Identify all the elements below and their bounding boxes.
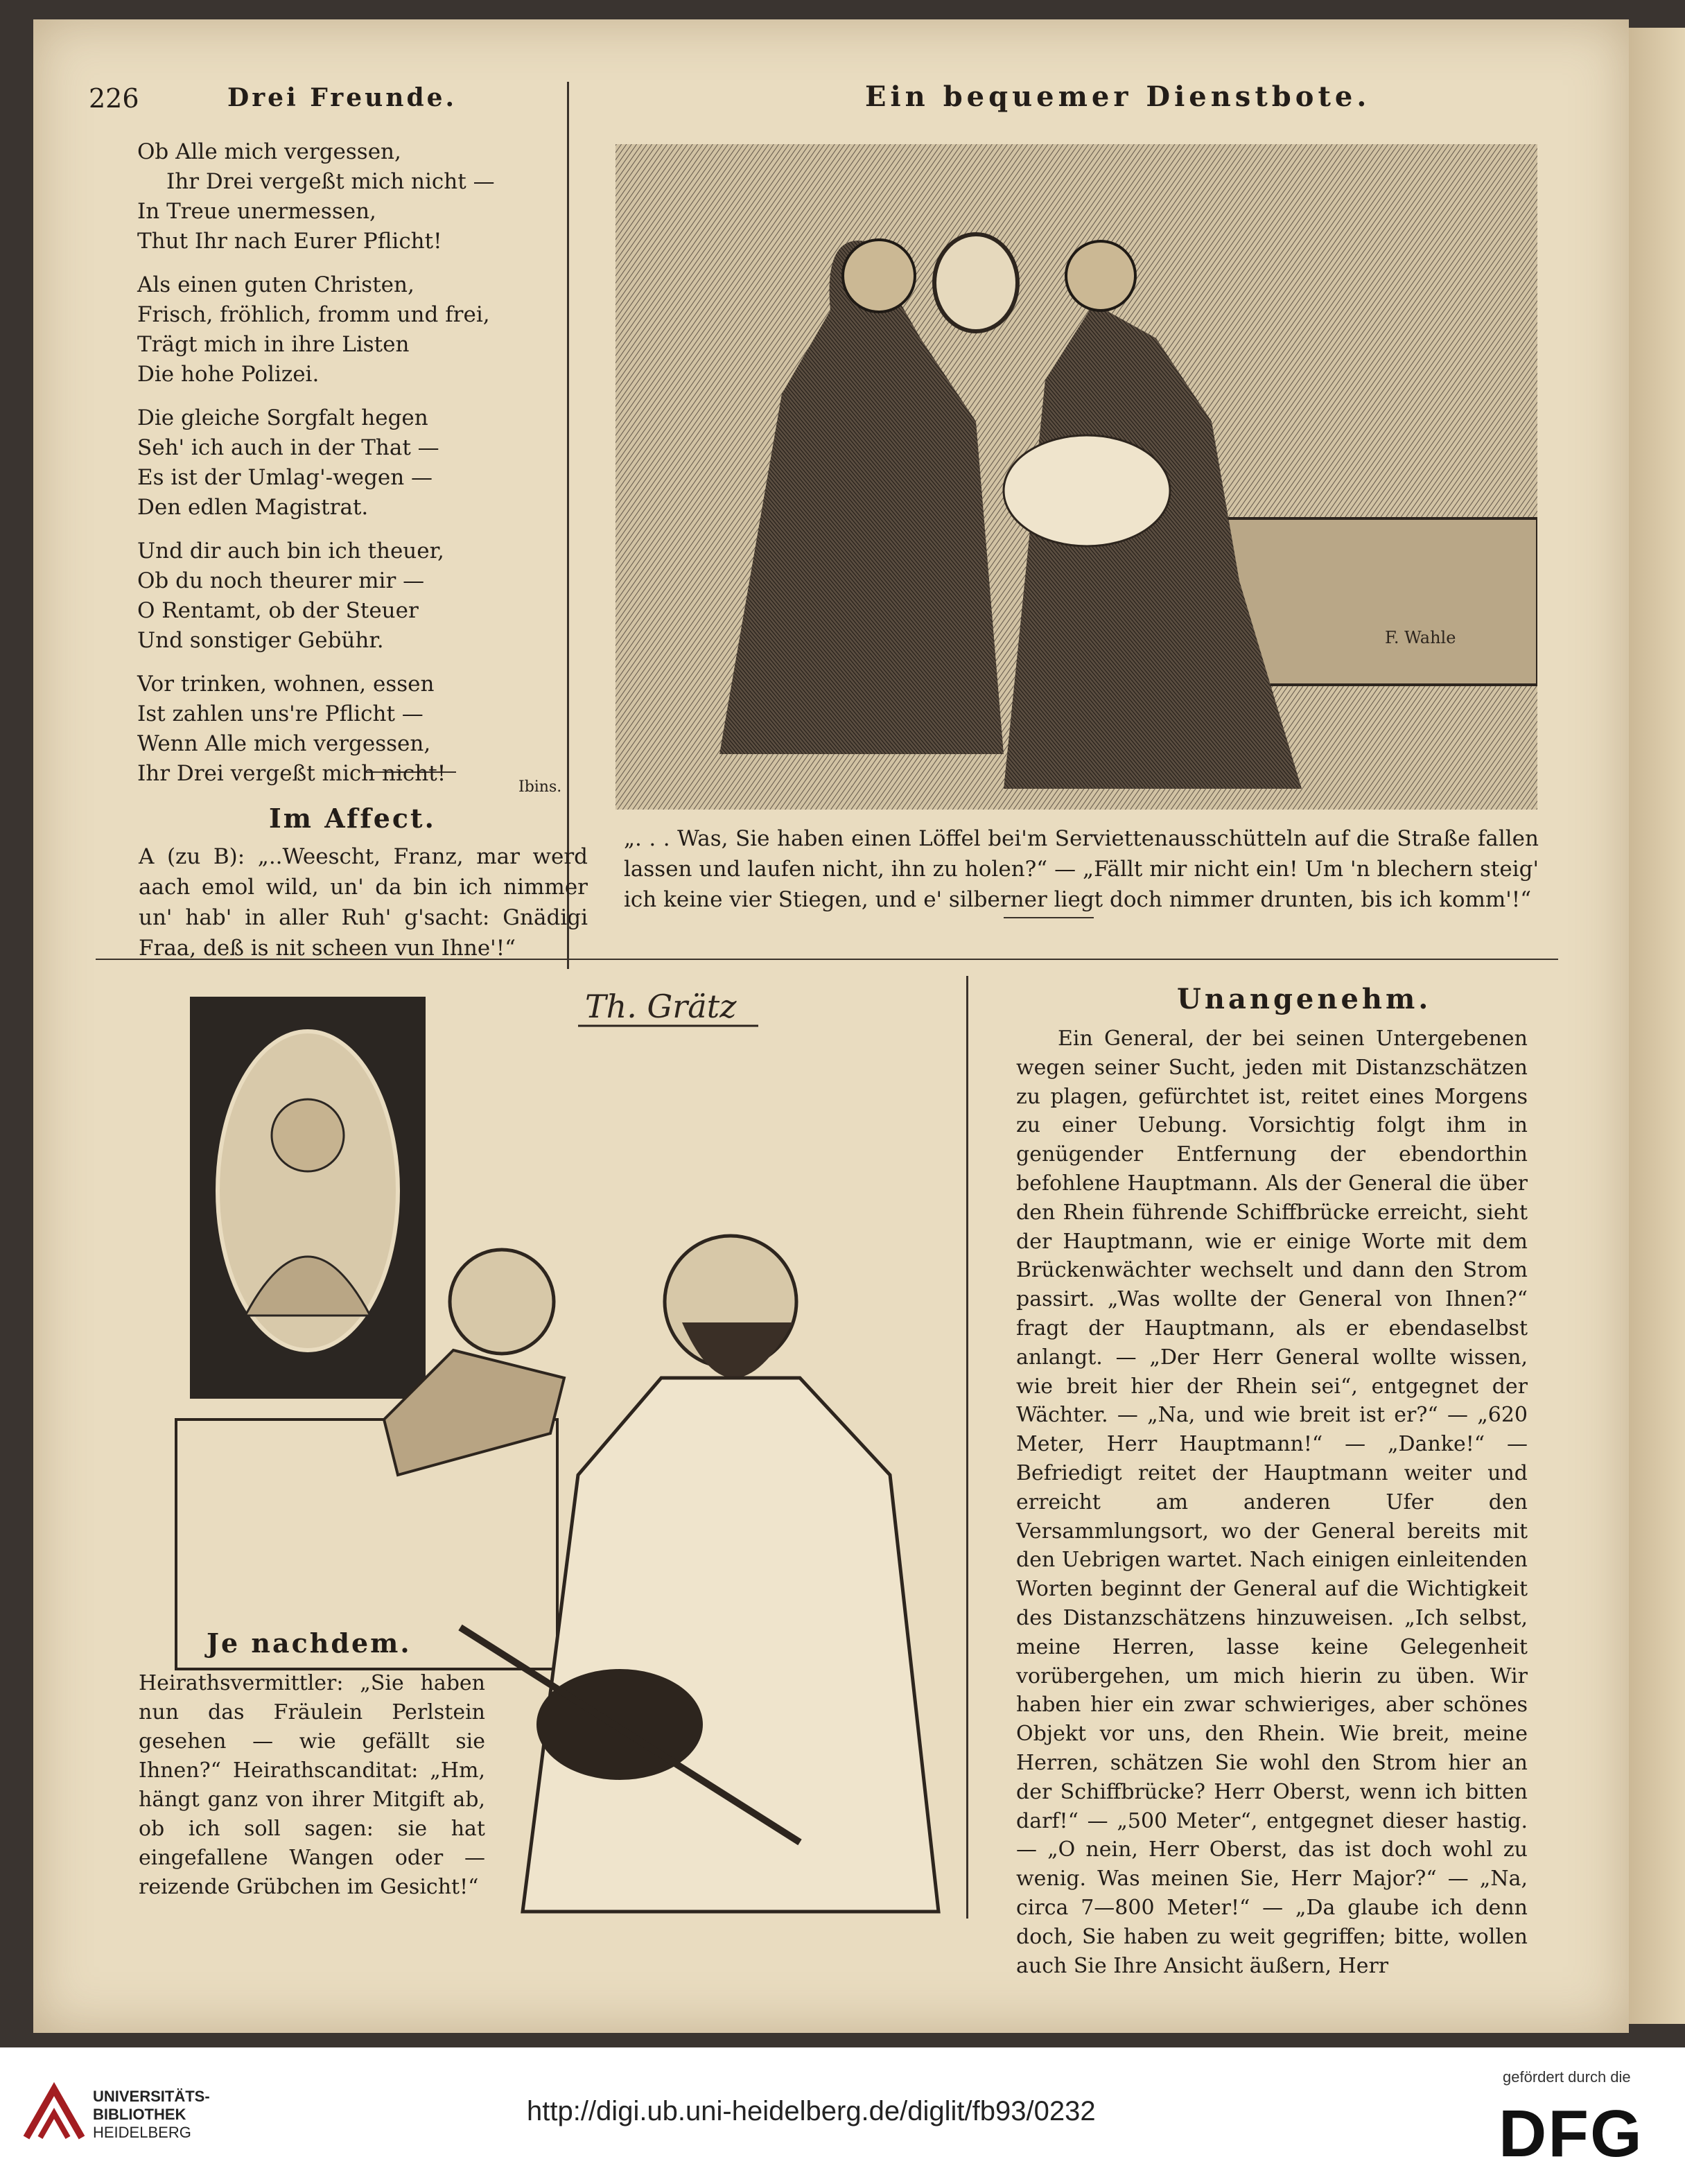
poem-line: Die gleiche Sorgfalt hegen bbox=[137, 405, 428, 430]
article-body bbox=[1016, 1024, 1528, 1980]
poem-stanza bbox=[137, 670, 581, 789]
poem-author: Ibins. bbox=[518, 778, 562, 796]
library-name-line: UNIVERSITÄTS- bbox=[93, 2088, 210, 2105]
je-nachdem-text: Heirathsvermittler: „Sie haben nun das Fräulein Perlstein gesehen — wie gefällt sie Ihnen?“ Heirathscanditat: „Hm, hängt ganz von ihrer Mitgift ab, ob ich soll sagen: sie hat eingefallene Wangen oder — reizende Grübchen im Gesicht!“ bbox=[139, 1671, 485, 1899]
poem bbox=[137, 137, 581, 803]
newspaper-page bbox=[33, 19, 1629, 2033]
permalink-url[interactable]: http://digi.ub.uni-heidelberg.de/diglit/fb93/0232 bbox=[527, 2096, 1096, 2126]
broker-head bbox=[450, 1250, 554, 1354]
poem-line: Ist zahlen uns're Pflicht — bbox=[137, 701, 424, 726]
article-title: Unangenehm. bbox=[1177, 983, 1432, 1015]
poem-stanza bbox=[137, 403, 581, 523]
page-number: 226 bbox=[89, 83, 139, 114]
portrait-face bbox=[272, 1099, 344, 1171]
library-name-line: HEIDELBERG bbox=[93, 2124, 191, 2141]
poem-line: Ihr Drei vergeßt mich nicht — bbox=[166, 169, 495, 194]
affect-text: A (zu B): „..Weescht, Franz, mar werd aach emol wild, un' da bin ich nimmer un' hab' in aller Ruh' g'sacht: Gnädigi Fraa, deß is nit scheen vun Ihne'!“ bbox=[139, 844, 588, 961]
next-page-edge bbox=[1629, 28, 1685, 2024]
poem-line: Den edlen Magistrat. bbox=[137, 495, 369, 520]
poem-line: Frisch, fröhlich, fromm und frei, bbox=[137, 302, 490, 327]
napkins-bundle bbox=[1004, 435, 1170, 546]
poem-stanza bbox=[137, 137, 581, 256]
poem-line: Seh' ich auch in der That — bbox=[137, 435, 439, 460]
poem-line: Und dir auch bin ich theuer, bbox=[137, 539, 444, 564]
illustration-two-women bbox=[615, 130, 1537, 823]
poem-line: Vor trinken, wohnen, essen bbox=[137, 672, 435, 697]
wall-plate bbox=[934, 234, 1018, 331]
poem-title: Drei Freunde. bbox=[227, 83, 457, 112]
je-nachdem-title: Je nachdem. bbox=[207, 1627, 412, 1659]
poem-line: Wenn Alle mich vergessen, bbox=[137, 731, 431, 756]
poem-stanza bbox=[137, 270, 581, 390]
poem-line: Ob du noch theurer mir — bbox=[137, 568, 425, 593]
poem-line: Ob Alle mich vergessen, bbox=[137, 139, 401, 164]
poem-line: Trägt mich in ihre Listen bbox=[137, 332, 410, 357]
poem-line: In Treue unermessen, bbox=[137, 199, 376, 224]
illustration-signature: F. Wahle bbox=[1385, 628, 1456, 647]
article-paragraph: Ein General, der bei seinen Untergebenen wegen seiner Sucht, jeden mit Distanzschätzen zu plagen, gefürchtet ist, reitet eines Morgens zu einer Uebung. Vorsichtig folgt ihm in genügender Entfernung der ebendorthin befohlene Hauptmann. Als der General die über den Rhein führende Schiffbrücke erreicht, sieht der Hauptmann, wie er einige Worte mit dem Brückenwächter wechselt und dann den Strom passirt. „Was wollte der General von Ihnen?“ fragt der Hauptmann, als er ebendaselbst anlangt. — „Der Herr General wollte wissen, wie breit hier der Rhein sei“, entgegnet der Wächter. — „Na, und wie breit ist er?“ — „620 Meter, Herr Hauptmann!“ — „Danke!“ — Befriedigt reitet der Hauptmann weiter und erreicht am anderen Ufer den Versammlungsort, wo der General bereits mit den Uebrigen wartet. Nach einigen einleitenden Worten beginnt der General auf die Wichtigkeit des Distanzschätzens hinzuweisen. „Ich selbst, meine Herren, lasse keine Gelegenheit vorübergehen, um mich hierin zu üben. Wir haben hier ein zwar schwieriges, aber schönes Objekt vor uns, den Rhein. Wie breit, meine Herren, schätzen Sie wohl den Strom hier an der Schiffbrücke? Herr Oberst, wenn ich bitten darf!“ — „500 Meter“, entgegnet dieser hastig. — „O nein, Herr Oberst, das ist doch wohl zu wenig. Was meinen Sie, Herr Major?“ — „Na, circa 7—800 Meter!“ — „Da glaube ich denn doch, Sie haben zu weit gegriffen; bitte, wollen auch Sie Ihre Ansicht äußern, Herr bbox=[1016, 1027, 1528, 1978]
poem-line: Thut Ihr nach Eurer Pflicht! bbox=[137, 229, 442, 254]
library-logo-icon bbox=[19, 2082, 89, 2144]
poem-line: Und sonstiger Gebühr. bbox=[137, 628, 384, 653]
cartoon-signature: Th. Grätz bbox=[585, 990, 737, 1025]
poem-line: Es ist der Umlag'-wegen — bbox=[137, 465, 433, 490]
dfg-logo: DFG bbox=[1499, 2097, 1643, 2171]
viewer-footer bbox=[0, 2047, 1685, 2184]
poem-stanza bbox=[137, 536, 581, 656]
poem-line: Als einen guten Christen, bbox=[137, 272, 414, 297]
poem-line: O Rentamt, ob der Steuer bbox=[137, 598, 419, 623]
poem-line: Die hohe Polizei. bbox=[137, 362, 320, 387]
illustration-title: Ein bequemer Dienstbote. bbox=[865, 80, 1371, 113]
affect-title: Im Affect. bbox=[269, 803, 436, 834]
funding-label: gefördert durch die bbox=[1503, 2068, 1631, 2086]
caption-end-rule bbox=[1004, 917, 1094, 918]
woman-right-head bbox=[1066, 241, 1135, 311]
library-name bbox=[93, 2088, 210, 2142]
woman-left-head bbox=[843, 240, 915, 312]
library-name-line: BIBLIOTHEK bbox=[93, 2106, 186, 2123]
suitor-coat bbox=[523, 1378, 938, 1912]
illustration-caption: „. . . Was, Sie haben einen Löffel bei'm Serviettenausschütteln auf die Straße fallen lassen und laufen nicht, ihn zu holen?“ — „Fällt mir nicht ein! Um 'n blechern steig' ich keine vier Stiegen, und e' silberner liegt doch nimmer drunten, bis ich komm'!“ bbox=[624, 826, 1539, 912]
poem-line: Ihr Drei vergeßt mich nicht! bbox=[137, 761, 446, 786]
kitchen-cabinet bbox=[1225, 518, 1537, 685]
